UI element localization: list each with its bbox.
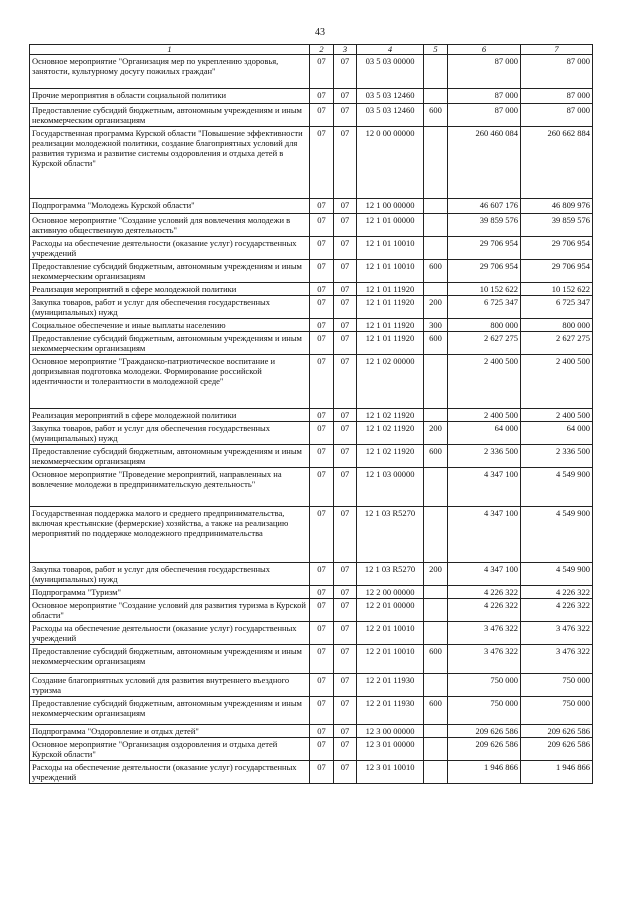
amount-year-1-cell: 29 706 954	[448, 237, 521, 260]
section-code-cell: 07	[310, 260, 334, 283]
item-name-cell: Основное мероприятие "Проведение мероприятий, направленных на вовлечение молодежи в предпринимательскую деятельность"	[30, 468, 310, 507]
target-article-code-cell: 03 5 03 12460	[357, 104, 424, 127]
target-article-code-cell: 12 1 01 11920	[357, 296, 424, 319]
section-code-cell: 07	[310, 332, 334, 355]
target-article-code-cell: 12 0 00 00000	[357, 127, 424, 199]
target-article-code-cell: 12 2 01 10010	[357, 645, 424, 674]
amount-year-2-cell: 209 626 586	[521, 725, 593, 738]
expense-type-code-cell	[424, 127, 448, 199]
expense-type-code-cell	[424, 89, 448, 104]
item-name-cell: Основное мероприятие "Гражданско-патриотическое воспитание и допризывная подготовка молодежи. Формирование российской идентичности и толерантности в молодежной среде"	[30, 355, 310, 409]
header-row	[30, 45, 593, 55]
item-name-cell: Реализация мероприятий в сфере молодежной политики	[30, 283, 310, 296]
section-code-cell: 07	[310, 127, 334, 199]
table-row	[30, 104, 593, 127]
table-row	[30, 507, 593, 563]
subsection-code-cell: 07	[334, 283, 357, 296]
amount-year-2-cell: 4 549 900	[521, 468, 593, 507]
section-code-cell: 07	[310, 55, 334, 89]
table-row	[30, 199, 593, 214]
amount-year-1-cell: 4 347 100	[448, 563, 521, 586]
table-row	[30, 738, 593, 761]
amount-year-1-cell: 750 000	[448, 697, 521, 725]
amount-year-2-cell: 4 549 900	[521, 563, 593, 586]
target-article-code-cell: 12 1 02 11920	[357, 422, 424, 445]
expense-type-code-cell	[424, 468, 448, 507]
section-code-cell: 07	[310, 563, 334, 586]
amount-year-1-cell: 750 000	[448, 674, 521, 697]
target-article-code-cell: 12 2 01 11930	[357, 674, 424, 697]
amount-year-1-cell: 3 476 322	[448, 622, 521, 645]
section-code-cell: 07	[310, 697, 334, 725]
amount-year-1-cell: 29 706 954	[448, 260, 521, 283]
section-code-cell: 07	[310, 89, 334, 104]
amount-year-2-cell: 87 000	[521, 55, 593, 89]
expense-type-code-cell: 600	[424, 645, 448, 674]
amount-year-2-cell: 2 336 500	[521, 445, 593, 468]
expense-type-code-cell: 200	[424, 296, 448, 319]
table-row	[30, 89, 593, 104]
expense-type-code-cell	[424, 283, 448, 296]
amount-year-2-cell: 2 400 500	[521, 409, 593, 422]
amount-year-1-cell: 2 400 500	[448, 409, 521, 422]
target-article-code-cell: 12 2 01 11930	[357, 697, 424, 725]
subsection-code-cell: 07	[334, 761, 357, 784]
target-article-code-cell: 12 2 00 00000	[357, 586, 424, 599]
amount-year-1-cell: 6 725 347	[448, 296, 521, 319]
expense-type-code-cell: 300	[424, 319, 448, 332]
subsection-code-cell: 07	[334, 296, 357, 319]
table-row	[30, 586, 593, 599]
section-code-cell: 07	[310, 725, 334, 738]
budget-table	[29, 44, 593, 784]
table-row	[30, 725, 593, 738]
subsection-code-cell: 07	[334, 89, 357, 104]
table-body	[30, 55, 593, 784]
amount-year-2-cell: 4 226 322	[521, 599, 593, 622]
amount-year-2-cell: 87 000	[521, 104, 593, 127]
target-article-code-cell: 12 3 01 00000	[357, 738, 424, 761]
amount-year-1-cell: 260 460 084	[448, 127, 521, 199]
target-article-code-cell: 12 1 03 R5270	[357, 507, 424, 563]
item-name-cell: Государственная программа Курской области "Повышение эффективности реализации молодежной политики, создание благоприятных условий для развития туризма и развитие системы оздоровления и отдыха детей в Курской области"	[30, 127, 310, 199]
subsection-code-cell: 07	[334, 422, 357, 445]
table-row	[30, 55, 593, 89]
amount-year-2-cell: 1 946 866	[521, 761, 593, 784]
header-cell: 4	[357, 45, 424, 55]
subsection-code-cell: 07	[334, 738, 357, 761]
table-row	[30, 563, 593, 586]
amount-year-1-cell: 4 347 100	[448, 468, 521, 507]
section-code-cell: 07	[310, 468, 334, 507]
amount-year-1-cell: 800 000	[448, 319, 521, 332]
target-article-code-cell: 12 1 02 11920	[357, 409, 424, 422]
section-code-cell: 07	[310, 622, 334, 645]
section-code-cell: 07	[310, 586, 334, 599]
expense-type-code-cell	[424, 599, 448, 622]
amount-year-2-cell: 64 000	[521, 422, 593, 445]
target-article-code-cell: 12 1 01 11920	[357, 332, 424, 355]
subsection-code-cell: 07	[334, 127, 357, 199]
table-row	[30, 622, 593, 645]
expense-type-code-cell	[424, 409, 448, 422]
item-name-cell: Расходы на обеспечение деятельности (оказание услуг) государственных учреждений	[30, 622, 310, 645]
section-code-cell: 07	[310, 445, 334, 468]
amount-year-1-cell: 4 347 100	[448, 507, 521, 563]
amount-year-2-cell: 6 725 347	[521, 296, 593, 319]
section-code-cell: 07	[310, 422, 334, 445]
amount-year-1-cell: 1 946 866	[448, 761, 521, 784]
table-row	[30, 127, 593, 199]
table-row	[30, 319, 593, 332]
table-row	[30, 355, 593, 409]
section-code-cell: 07	[310, 599, 334, 622]
amount-year-2-cell: 3 476 322	[521, 622, 593, 645]
target-article-code-cell: 12 3 00 00000	[357, 725, 424, 738]
header-cell: 6	[448, 45, 521, 55]
table-row	[30, 674, 593, 697]
item-name-cell: Основное мероприятие "Организация оздоровления и отдыха детей Курской области"	[30, 738, 310, 761]
expense-type-code-cell	[424, 237, 448, 260]
target-article-code-cell: 12 1 02 00000	[357, 355, 424, 409]
expense-type-code-cell	[424, 761, 448, 784]
expense-type-code-cell: 200	[424, 422, 448, 445]
amount-year-2-cell: 4 226 322	[521, 586, 593, 599]
header-cell: 3	[334, 45, 357, 55]
expense-type-code-cell: 600	[424, 260, 448, 283]
header-cell: 7	[521, 45, 593, 55]
expense-type-code-cell	[424, 55, 448, 89]
amount-year-2-cell: 800 000	[521, 319, 593, 332]
amount-year-2-cell: 3 476 322	[521, 645, 593, 674]
expense-type-code-cell: 600	[424, 697, 448, 725]
amount-year-2-cell: 39 859 576	[521, 214, 593, 237]
section-code-cell: 07	[310, 319, 334, 332]
section-code-cell: 07	[310, 355, 334, 409]
table-row	[30, 445, 593, 468]
table-row	[30, 237, 593, 260]
section-code-cell: 07	[310, 214, 334, 237]
amount-year-2-cell: 29 706 954	[521, 260, 593, 283]
subsection-code-cell: 07	[334, 674, 357, 697]
page-number: 43	[315, 27, 325, 38]
section-code-cell: 07	[310, 507, 334, 563]
item-name-cell: Предоставление субсидий бюджетным, автономным учреждениям и иным некоммерческим организациям	[30, 260, 310, 283]
target-article-code-cell: 12 1 02 11920	[357, 445, 424, 468]
section-code-cell: 07	[310, 283, 334, 296]
expense-type-code-cell	[424, 586, 448, 599]
amount-year-2-cell: 87 000	[521, 89, 593, 104]
section-code-cell: 07	[310, 738, 334, 761]
amount-year-1-cell: 87 000	[448, 55, 521, 89]
item-name-cell: Предоставление субсидий бюджетным, автономным учреждениям и иным некоммерческим организациям	[30, 104, 310, 127]
subsection-code-cell: 07	[334, 199, 357, 214]
section-code-cell: 07	[310, 645, 334, 674]
subsection-code-cell: 07	[334, 507, 357, 563]
amount-year-1-cell: 64 000	[448, 422, 521, 445]
header-cell: 2	[310, 45, 334, 55]
subsection-code-cell: 07	[334, 104, 357, 127]
subsection-code-cell: 07	[334, 645, 357, 674]
amount-year-1-cell: 209 626 586	[448, 738, 521, 761]
expense-type-code-cell: 600	[424, 445, 448, 468]
amount-year-1-cell: 209 626 586	[448, 725, 521, 738]
table-row	[30, 260, 593, 283]
table-row	[30, 468, 593, 507]
target-article-code-cell: 03 5 03 00000	[357, 55, 424, 89]
amount-year-2-cell: 29 706 954	[521, 237, 593, 260]
target-article-code-cell: 12 2 01 00000	[357, 599, 424, 622]
expense-type-code-cell: 600	[424, 332, 448, 355]
subsection-code-cell: 07	[334, 332, 357, 355]
target-article-code-cell: 12 1 01 10010	[357, 237, 424, 260]
item-name-cell: Основное мероприятие "Организация мер по укреплению здоровья, занятости, культурному досугу пожилых граждан"	[30, 55, 310, 89]
section-code-cell: 07	[310, 104, 334, 127]
subsection-code-cell: 07	[334, 599, 357, 622]
target-article-code-cell: 12 1 01 11920	[357, 283, 424, 296]
amount-year-1-cell: 4 226 322	[448, 599, 521, 622]
subsection-code-cell: 07	[334, 468, 357, 507]
target-article-code-cell: 12 1 01 11920	[357, 319, 424, 332]
subsection-code-cell: 07	[334, 563, 357, 586]
target-article-code-cell: 12 3 01 10010	[357, 761, 424, 784]
item-name-cell: Основное мероприятие "Создание условий для развития туризма в Курской области"	[30, 599, 310, 622]
section-code-cell: 07	[310, 409, 334, 422]
expense-type-code-cell	[424, 725, 448, 738]
item-name-cell: Прочие мероприятия в области социальной политики	[30, 89, 310, 104]
amount-year-1-cell: 4 226 322	[448, 586, 521, 599]
amount-year-1-cell: 87 000	[448, 104, 521, 127]
target-article-code-cell: 03 5 03 12460	[357, 89, 424, 104]
target-article-code-cell: 12 1 00 00000	[357, 199, 424, 214]
item-name-cell: Создание благоприятных условий для развития внутреннего въездного туризма	[30, 674, 310, 697]
section-code-cell: 07	[310, 761, 334, 784]
amount-year-2-cell: 750 000	[521, 674, 593, 697]
item-name-cell: Подпрограмма "Оздоровление и отдых детей"	[30, 725, 310, 738]
target-article-code-cell: 12 1 01 10010	[357, 260, 424, 283]
amount-year-1-cell: 39 859 576	[448, 214, 521, 237]
item-name-cell: Реализация мероприятий в сфере молодежной политики	[30, 409, 310, 422]
table-row	[30, 599, 593, 622]
target-article-code-cell: 12 1 03 R5270	[357, 563, 424, 586]
amount-year-2-cell: 4 549 900	[521, 507, 593, 563]
amount-year-2-cell: 46 809 976	[521, 199, 593, 214]
amount-year-1-cell: 46 607 176	[448, 199, 521, 214]
section-code-cell: 07	[310, 674, 334, 697]
item-name-cell: Предоставление субсидий бюджетным, автономным учреждениям и иным некоммерческим организациям	[30, 445, 310, 468]
table-row	[30, 296, 593, 319]
table-row	[30, 332, 593, 355]
expense-type-code-cell	[424, 214, 448, 237]
item-name-cell: Социальное обеспечение и иные выплаты населению	[30, 319, 310, 332]
item-name-cell: Государственная поддержка малого и среднего предпринимательства, включая крестьянские (фермерские) хозяйства, а также на реализацию мероприятий по поддержке молодежного предпринимательства	[30, 507, 310, 563]
section-code-cell: 07	[310, 237, 334, 260]
section-code-cell: 07	[310, 199, 334, 214]
item-name-cell: Предоставление субсидий бюджетным, автономным учреждениям и иным некоммерческим организациям	[30, 332, 310, 355]
table-row	[30, 214, 593, 237]
subsection-code-cell: 07	[334, 214, 357, 237]
subsection-code-cell: 07	[334, 260, 357, 283]
item-name-cell: Расходы на обеспечение деятельности (оказание услуг) государственных учреждений	[30, 237, 310, 260]
expense-type-code-cell	[424, 199, 448, 214]
subsection-code-cell: 07	[334, 725, 357, 738]
expense-type-code-cell: 200	[424, 563, 448, 586]
header-cell: 1	[30, 45, 310, 55]
item-name-cell: Предоставление субсидий бюджетным, автономным учреждениям и иным некоммерческим организациям	[30, 697, 310, 725]
amount-year-1-cell: 10 152 622	[448, 283, 521, 296]
amount-year-2-cell: 2 400 500	[521, 355, 593, 409]
amount-year-2-cell: 2 627 275	[521, 332, 593, 355]
subsection-code-cell: 07	[334, 697, 357, 725]
amount-year-1-cell: 2 400 500	[448, 355, 521, 409]
amount-year-1-cell: 2 336 500	[448, 445, 521, 468]
header-cell: 5	[424, 45, 448, 55]
item-name-cell: Основное мероприятие "Создание условий для вовлечения молодежи в активную общественную деятельность"	[30, 214, 310, 237]
table-row	[30, 422, 593, 445]
item-name-cell: Закупка товаров, работ и услуг для обеспечения государственных (муниципальных) нужд	[30, 422, 310, 445]
subsection-code-cell: 07	[334, 355, 357, 409]
table-row	[30, 283, 593, 296]
target-article-code-cell: 12 1 03 00000	[357, 468, 424, 507]
section-code-cell: 07	[310, 296, 334, 319]
amount-year-1-cell: 2 627 275	[448, 332, 521, 355]
item-name-cell: Подпрограмма "Туризм"	[30, 586, 310, 599]
item-name-cell: Подпрограмма "Молодежь Курской области"	[30, 199, 310, 214]
target-article-code-cell: 12 1 01 00000	[357, 214, 424, 237]
expense-type-code-cell: 600	[424, 104, 448, 127]
target-article-code-cell: 12 2 01 10010	[357, 622, 424, 645]
subsection-code-cell: 07	[334, 55, 357, 89]
subsection-code-cell: 07	[334, 445, 357, 468]
table-row	[30, 409, 593, 422]
table-row	[30, 697, 593, 725]
amount-year-1-cell: 3 476 322	[448, 645, 521, 674]
subsection-code-cell: 07	[334, 586, 357, 599]
subsection-code-cell: 07	[334, 237, 357, 260]
subsection-code-cell: 07	[334, 319, 357, 332]
subsection-code-cell: 07	[334, 622, 357, 645]
expense-type-code-cell	[424, 355, 448, 409]
subsection-code-cell: 07	[334, 409, 357, 422]
item-name-cell: Закупка товаров, работ и услуг для обеспечения государственных (муниципальных) нужд	[30, 296, 310, 319]
item-name-cell: Предоставление субсидий бюджетным, автономным учреждениям и иным некоммерческим организациям	[30, 645, 310, 674]
expense-type-code-cell	[424, 674, 448, 697]
item-name-cell: Закупка товаров, работ и услуг для обеспечения государственных (муниципальных) нужд	[30, 563, 310, 586]
amount-year-2-cell: 209 626 586	[521, 738, 593, 761]
amount-year-2-cell: 750 000	[521, 697, 593, 725]
table-row	[30, 761, 593, 784]
table-row	[30, 645, 593, 674]
expense-type-code-cell	[424, 507, 448, 563]
expense-type-code-cell	[424, 738, 448, 761]
expense-type-code-cell	[424, 622, 448, 645]
amount-year-2-cell: 10 152 622	[521, 283, 593, 296]
amount-year-1-cell: 87 000	[448, 89, 521, 104]
amount-year-2-cell: 260 662 884	[521, 127, 593, 199]
item-name-cell: Расходы на обеспечение деятельности (оказание услуг) государственных учреждений	[30, 761, 310, 784]
